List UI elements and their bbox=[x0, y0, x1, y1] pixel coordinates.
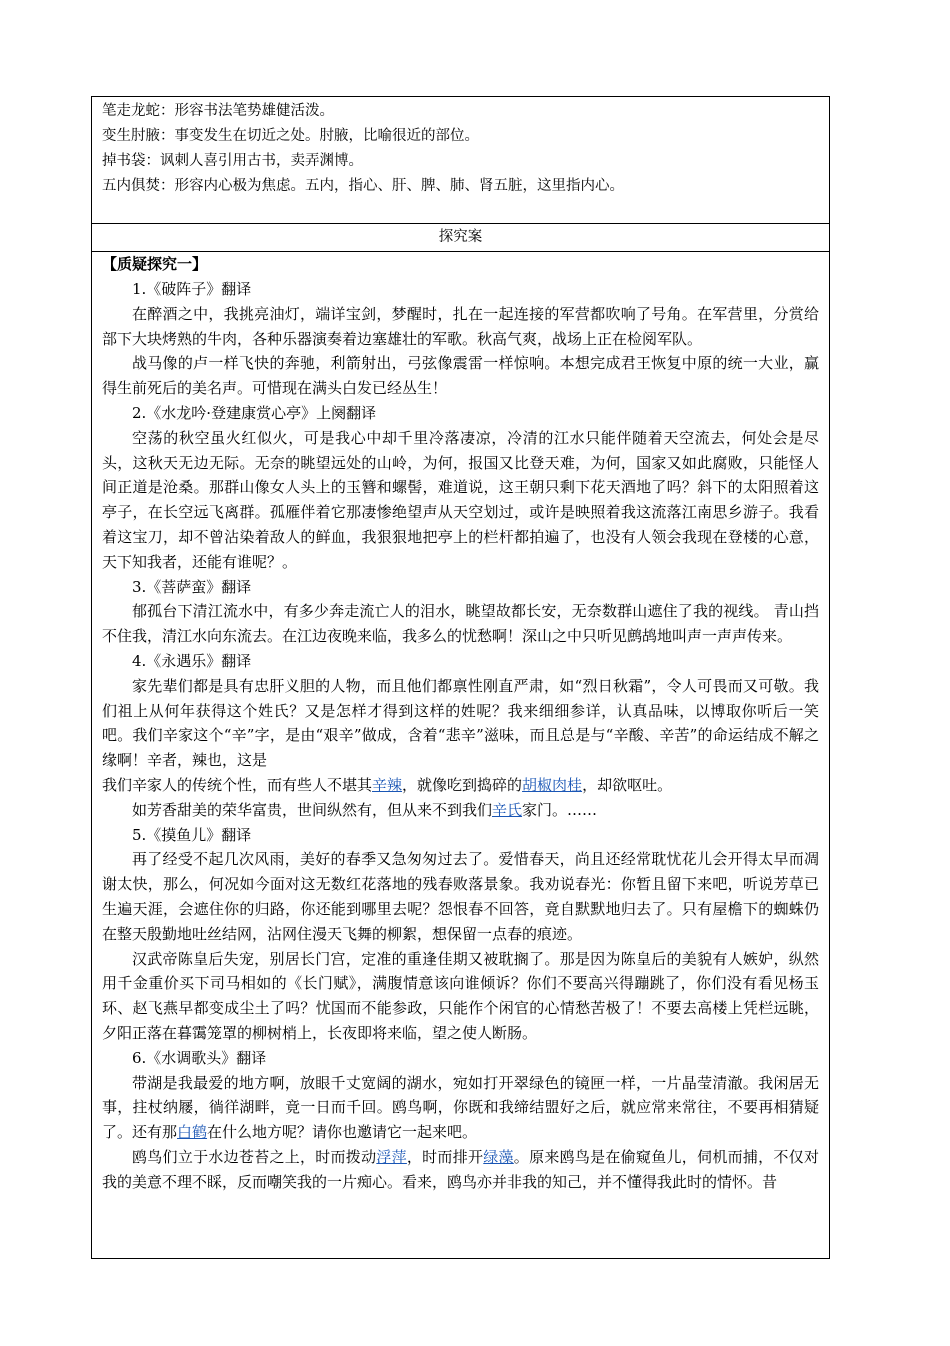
hyperlink-hujiao-rougui[interactable]: 胡椒肉桂 bbox=[522, 775, 583, 794]
document-page bbox=[91, 96, 830, 1259]
item-title: 1.《破阵子》翻译 bbox=[132, 280, 252, 298]
text-run: 鸥鸟们立于水边苍苔之上，时而拨动 bbox=[132, 1147, 377, 1166]
vocab-line: 五内俱焚：形容内心极为焦虑。五内，指心、肝、脾、肺、肾五脏，这里指内心。 bbox=[102, 178, 624, 194]
text-run: 我们辛家人的传统个性，而有些人不堪其 bbox=[102, 775, 373, 794]
text-run: ，就像吃到捣碎的 bbox=[402, 775, 523, 794]
text-run: ，时而排开 bbox=[406, 1147, 484, 1166]
item-title: 6.《水调歌头》翻译 bbox=[132, 1048, 267, 1067]
paragraph: 郁孤台下清江流水中，有多少奔走流亡人的泪水，眺望故都长安，无奈数群山遮住了我的视线。 青山挡不住我，清江水向东流去。在江边夜晚来临，我多么的忧愁啊！深山之中只听见鹧鸪地叫声一声声传来。 bbox=[102, 602, 819, 646]
paragraph bbox=[102, 773, 819, 798]
paragraph: 家先辈们都是具有忠肝义胆的人物，而且他们都禀性刚直严肃，如“烈日秋霜”，令人可畏而又可敬。我们祖上从何年获得这个姓氏？又是怎样才得到这样的姓呢？我来细细参详，认真品味，以博取你听后一笑吧。我们辛家这个“辛”字，是由“艰辛”做成，含着“悲辛”滋味，而且总是与“辛酸、辛苦”的命运结成不解之缘啊！辛者，辣也，这是 bbox=[102, 676, 819, 770]
hyperlink-xinla[interactable]: 辛辣 bbox=[372, 775, 403, 794]
vocab-line: 变生肘腋：事变发生在切近之处。肘腋，比喻很近的部位。 bbox=[102, 128, 479, 144]
text-run: 带湖是我最爱的地方啊，放眼千丈宽阔的湖水，宛如打开翠绿色的镜匣一样，一片晶莹清澈。我闲居无事，拄杖纳屦，徜徉湖畔，竟一日而千回。鸥鸟啊，你既和我缔结盟好之后，就应常来常往，不要再相猜疑了。还有那 bbox=[102, 1073, 819, 1142]
item-title: 4.《永遇乐》翻译 bbox=[132, 651, 252, 670]
hyperlink-lvzao[interactable]: 绿藻 bbox=[483, 1147, 514, 1166]
paragraph bbox=[102, 1145, 819, 1195]
hyperlink-fuping[interactable]: 浮萍 bbox=[376, 1147, 407, 1166]
paragraph bbox=[102, 1071, 819, 1145]
item-title: 3.《菩萨蛮》翻译 bbox=[132, 577, 252, 596]
paragraph: 再了经受不起几次风雨，美好的春季又急匆匆过去了。爱惜春天，尚且还经常耽忧花儿会开得太早而凋谢太快，那么，何况如今面对这无数红花落地的残春败落景象。我劝说春光：你暂且留下来吧，听说芳草已生遍天涯，会遮住你的归路，你还能到哪里去呢？怨恨春不回答，竟自默默地归去了。只有屋檐下的蜘蛛仍在整天殷勤地吐丝结网，沾网住漫天飞舞的柳絮，想保留一点春的痕迹。 bbox=[102, 850, 819, 943]
inquiry-cell bbox=[92, 252, 830, 1259]
study-table bbox=[91, 96, 830, 1259]
paragraph bbox=[102, 798, 819, 823]
item-title: 5.《摸鱼儿》翻译 bbox=[132, 825, 252, 844]
hyperlink-xinshi[interactable]: 辛氏 bbox=[492, 800, 523, 819]
section-title: 探究案 bbox=[92, 224, 830, 252]
hyperlink-baihe[interactable]: 白鹤 bbox=[177, 1123, 208, 1142]
text-run: 在什么地方呢？请你也邀请它一起来吧。 bbox=[207, 1123, 478, 1142]
text-run: 家门。…… bbox=[522, 800, 598, 819]
vocab-cell bbox=[92, 97, 830, 224]
item-title: 2.《水龙吟·登建康赏心亭》上阕翻译 bbox=[132, 403, 377, 422]
paragraph: 在醉酒之中，我挑亮油灯，端详宝剑，梦醒时，扎在一起连接的军营都吹响了号角。在军营里，分赏给部下大块烤熟的牛肉，各种乐器演奏着边塞雄壮的军歌。秋高气爽，战场上正在检阅军队。 bbox=[102, 304, 819, 348]
text-run: ，却欲呕吐。 bbox=[582, 775, 673, 794]
paragraph: 空荡的秋空虽火红似火，可是我心中却千里冷落凄凉，冷清的江水只能伴随着天空流去，何处会是尽头，这秋天无边无际。无奈的眺望远处的山岭，为何，报国又比登天难，为何，国家又如此腐败，只能怪人间正道是沧桑。那群山像女人头上的玉簪和螺髻，难道说，这王朝只剩下花天酒地了吗？斜下的太阳照着这亭子，在长空远飞离群。孤雁伴着它那凄惨绝望声从天空划过，或许是映照着我这流落江南思乡游子。我看着这宝刀，却不曾沾染着敌人的鲜血，我狠狠地把亭上的栏杆都拍遍了，也没有人领会我现在登楼的心意，天下知我者，还能有谁呢？。 bbox=[102, 428, 819, 571]
inquiry-heading: 【质疑探究一】 bbox=[102, 255, 208, 273]
vocab-line: 笔走龙蛇：形容书法笔势雄健活泼。 bbox=[102, 103, 334, 119]
text-run: 如芳香甜美的荣华富贵，世间纵然有，但从来不到我们 bbox=[132, 800, 493, 819]
text-run: 。原来鸥鸟是在偷窥鱼儿，伺机而捕，不仅对我的美意不理不睬，反而嘲笑我的一片痴心。看来，鸥鸟亦并非我的知己，并不懂得我此时的情怀。昔 bbox=[102, 1147, 819, 1191]
paragraph: 汉武帝陈皇后失宠，别居长门宫，定准的重逢佳期又被耽搁了。那是因为陈皇后的美貌有人嫉妒，纵然用千金重价买下司马相如的《长门赋》，满腹情意该向谁倾诉？你们不要高兴得蹦跳了，你们没有看见杨玉环、赵飞燕早都变成尘土了吗？忧国而不能参政，只能作个闲官的心情愁苦极了！不要去高楼上凭栏远眺，夕阳正落在暮霭笼罩的柳树梢上，长夜即将来临，望之使人断肠。 bbox=[102, 949, 819, 1042]
paragraph: 战马像的卢一样飞快的奔驰，利箭射出，弓弦像震雷一样惊响。本想完成君王恢复中原的统一大业，赢得生前死后的美名声。可惜现在满头白发已经丛生！ bbox=[102, 354, 819, 398]
vocab-line: 掉书袋：讽刺人喜引用古书，卖弄渊博。 bbox=[102, 153, 363, 169]
